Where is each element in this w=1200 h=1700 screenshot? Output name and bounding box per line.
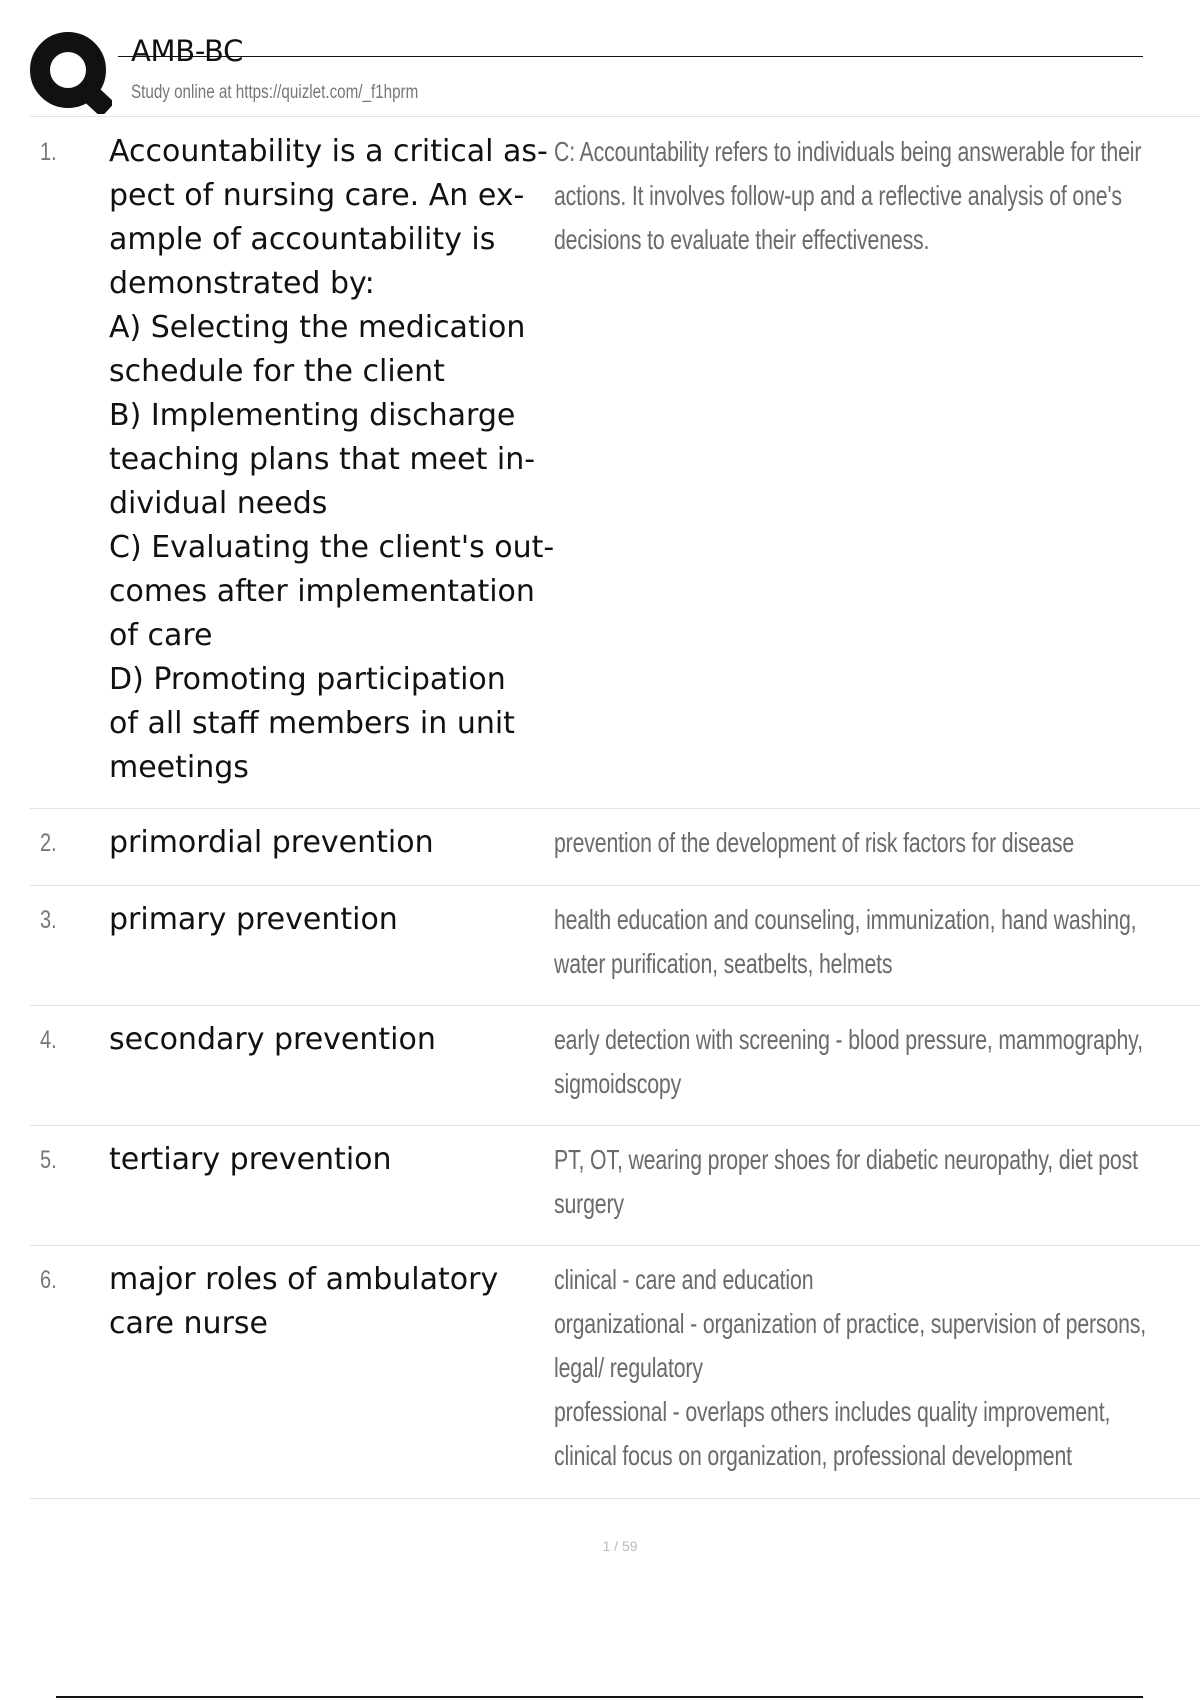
card-number: 4. [40, 1026, 57, 1054]
card-definition: health education and counseling, immunization, hand washing, water purification, seatbelts, helmets [554, 904, 1137, 979]
card-number: 5. [40, 1146, 57, 1174]
card-definition: C: Accountability refers to individuals being answerable for their actions. It involves follow-up and a reflective analysis of one's decisions to evaluate their effectiveness. [554, 136, 1142, 255]
card-definition: PT, OT, wearing proper shoes for diabetic neuropathy, diet post surgery [554, 1144, 1138, 1219]
page-number: 1 / 59 [602, 1538, 638, 1554]
flashcard-list [30, 118, 1200, 1499]
page-header [0, 0, 1200, 118]
footer-rule [56, 1696, 1143, 1698]
flashcard-row [30, 1006, 1200, 1126]
card-number: 3. [40, 906, 57, 934]
document-title: AMB-BC [131, 34, 244, 68]
card-term: tertiary prevention [109, 1142, 392, 1177]
card-definition: clinical - care and education organizational - organization of practice, supervision of persons, legal/ regulatory professional - overlaps others includes quality improvement, clinical focus on organization, professional development [554, 1264, 1147, 1471]
card-definition: early detection with screening - blood pressure, mammography, sigmoidscopy [554, 1024, 1143, 1099]
title-rule [118, 56, 1143, 57]
header-divider [30, 116, 1200, 117]
card-term: primary prevention [109, 902, 398, 937]
card-term: Accountability is a critical as- pect of nursing care. An ex- ample of accountability is demonstrated by: A) Selecting the medication schedule for the client B) Implementing discharge teaching plans that meet in- dividual needs C) Evaluating the client's out- comes after implementation of care D) Promoting participation of all staff members in unit meetings [109, 134, 555, 785]
quizlet-logo-icon [30, 30, 112, 114]
study-online-link[interactable]: Study online at https://quizlet.com/_f1hprm [131, 82, 419, 103]
card-term: secondary prevention [109, 1022, 436, 1057]
flashcard-row [30, 1246, 1200, 1499]
card-number: 1. [40, 138, 57, 166]
card-term: major roles of ambulatory care nurse [109, 1262, 499, 1341]
card-number: 2. [40, 829, 57, 857]
flashcard-row [30, 118, 1200, 809]
flashcard-row [30, 886, 1200, 1006]
card-definition: prevention of the development of risk factors for disease [554, 827, 1075, 858]
card-term: primordial prevention [109, 825, 434, 860]
flashcard-row [30, 809, 1200, 886]
card-number: 6. [40, 1266, 57, 1294]
flashcard-row [30, 1126, 1200, 1246]
